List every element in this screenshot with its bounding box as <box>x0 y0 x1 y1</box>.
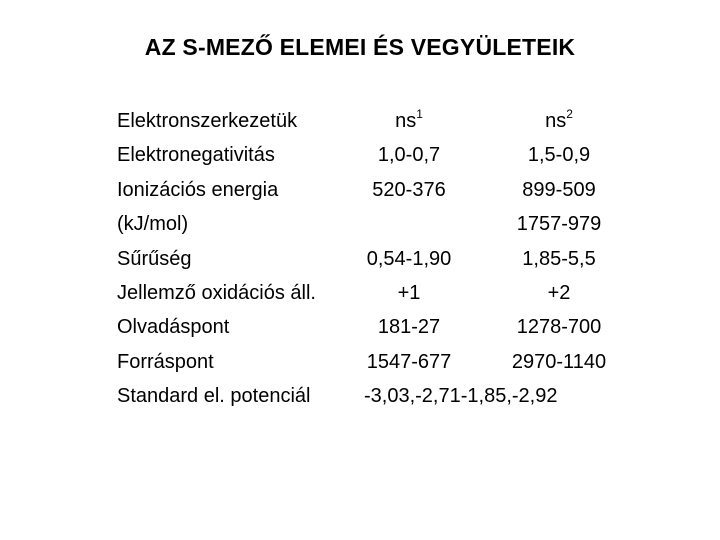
group2-value: +2 <box>547 281 571 304</box>
group2-value: 899-509 <box>522 178 596 201</box>
group1-value: 520-376 <box>372 178 446 201</box>
group2-value: $ns^2$ <box>545 107 573 132</box>
group1-value: 1547-677 <box>366 350 452 373</box>
row-label: Ionizációs energia <box>117 178 279 201</box>
row-label: Olvadáspont <box>117 316 230 339</box>
group2-value: 2970-1140 <box>511 350 607 373</box>
group1-value: +1 <box>397 281 421 304</box>
group1-value: 1,0-0,7 <box>377 144 441 167</box>
row-label: Sűrűség <box>117 247 192 270</box>
group2-value: 1278-700 <box>516 316 602 339</box>
row-label: Standard el. potenciál <box>117 385 311 408</box>
slide-title: AZ S-MEZŐ ELEMEI ÉS VEGYÜLETEIK <box>144 34 576 60</box>
row-label: (kJ/mol) <box>117 213 189 236</box>
row-label: Forráspont <box>117 350 214 373</box>
group1-value: $ns^1$ <box>395 107 423 132</box>
group1-value: 181-27 <box>377 316 441 339</box>
group2-value: 1,85-5,5 <box>522 247 596 270</box>
row-label: Elektronszerkezetük <box>117 110 298 132</box>
group1-value: 0,54-1,90 <box>366 247 452 270</box>
group2-value: 1757-979 <box>516 213 602 236</box>
potential-values: -3,03,-2,71-1,85,-2,92 <box>364 385 558 408</box>
group2-value: 1,5-0,9 <box>527 144 591 167</box>
row-label: Jellemző oxidációs áll. <box>117 281 316 304</box>
row-label: Elektronegativitás <box>117 144 275 167</box>
